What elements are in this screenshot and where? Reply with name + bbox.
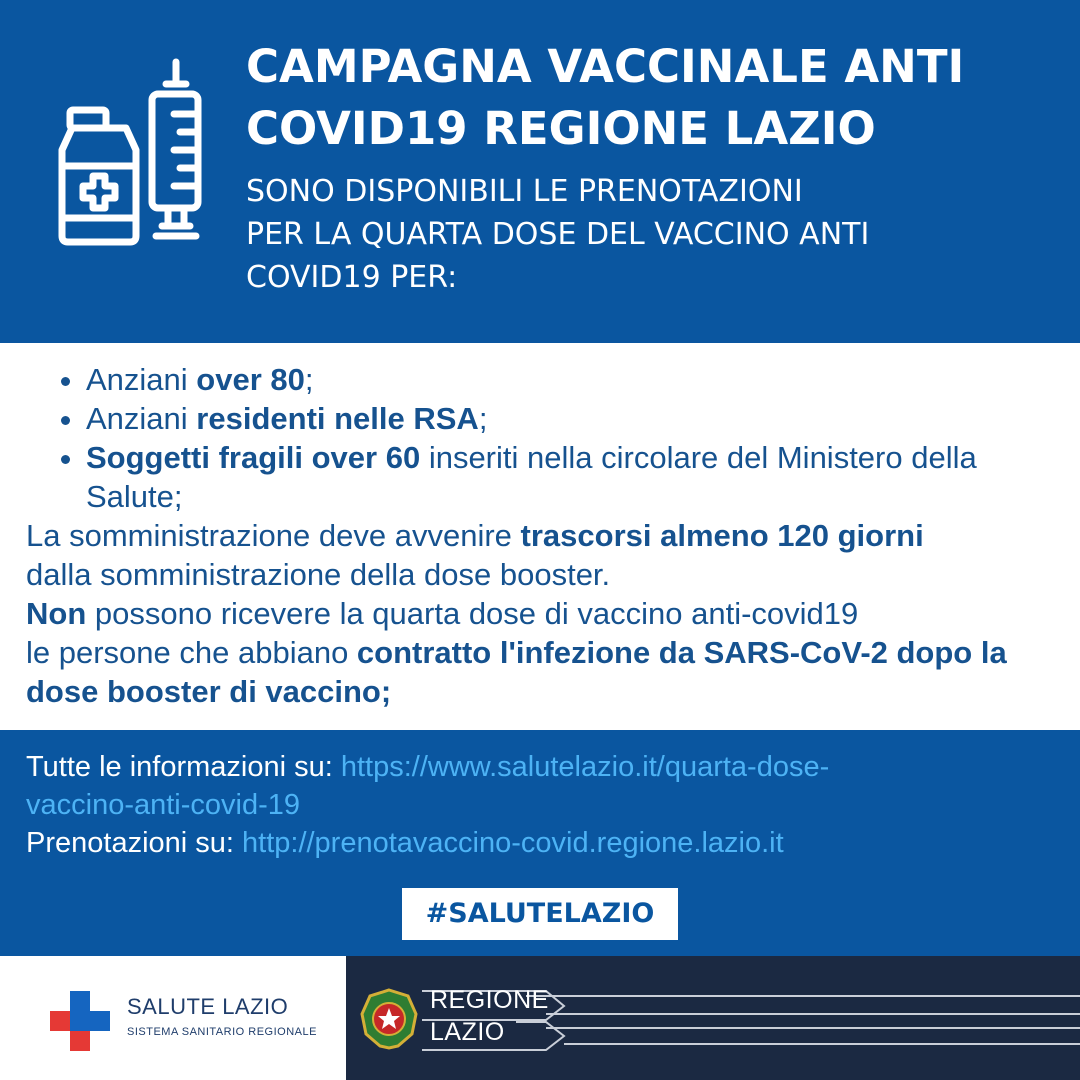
regione-name-line-2: LAZIO bbox=[430, 1018, 505, 1046]
subtitle-line-3: COVID19 PER: bbox=[246, 260, 458, 295]
info-text bbox=[26, 748, 1056, 862]
timing-paragraph: La somministrazione deve avvenire trascorsi almeno 120 giorni dalla somministrazione della dose booster. bbox=[26, 518, 924, 592]
exclusion-paragraph: Non possono ricevere la quarta dose di vaccino anti-covid19 le persone che abbiano contratto l'infezione da SARS-CoV-2 dopo la dose booster di vaccino; bbox=[26, 596, 1007, 709]
eligibility-list bbox=[26, 360, 1066, 516]
page-title bbox=[246, 36, 1066, 160]
page-subtitle bbox=[246, 170, 1066, 299]
regione-lazio-emblem-icon bbox=[360, 988, 418, 1050]
list-item: • Anziani residenti nelle RSA; bbox=[86, 399, 1066, 438]
booking-label: Prenotazioni su: bbox=[26, 827, 243, 859]
list-item: • Anziani over 80; bbox=[86, 360, 1066, 399]
salute-lazio-logo bbox=[0, 956, 346, 1080]
regione-name-line-1: REGIONE bbox=[430, 986, 549, 1014]
vaccine-vial-syringe-icon bbox=[52, 58, 208, 248]
hashtag-badge: #SALUTELAZIO bbox=[402, 888, 678, 940]
health-cross-icon bbox=[50, 991, 110, 1051]
info-label: Tutte le informazioni su: bbox=[26, 751, 341, 783]
salute-lazio-subtitle: SISTEMA SANITARIO REGIONALE bbox=[127, 1026, 317, 1038]
subtitle-line-2: PER LA QUARTA DOSE DEL VACCINO ANTI bbox=[246, 217, 870, 252]
title-line-2: COVID19 REGIONE LAZIO bbox=[246, 102, 876, 155]
main-content bbox=[26, 360, 1066, 711]
info-section bbox=[0, 730, 1080, 956]
booking-link[interactable]: http://prenotavaccino-covid.regione.lazio.it bbox=[242, 827, 784, 859]
subtitle-line-1: SONO DISPONIBILI LE PRENOTAZIONI bbox=[246, 174, 803, 209]
info-link[interactable]: https://www.salutelazio.it/quarta-dose- vaccino-anti-covid-19 bbox=[26, 751, 830, 821]
title-line-1: CAMPAGNA VACCINALE ANTI bbox=[246, 40, 965, 93]
salute-lazio-name: SALUTE LAZIO bbox=[127, 994, 289, 1019]
header-banner bbox=[0, 0, 1080, 343]
list-item: • Soggetti fragili over 60 inseriti nella circolare del Ministero della Salute; bbox=[86, 438, 1066, 516]
regione-lazio-logo bbox=[346, 956, 1080, 1080]
